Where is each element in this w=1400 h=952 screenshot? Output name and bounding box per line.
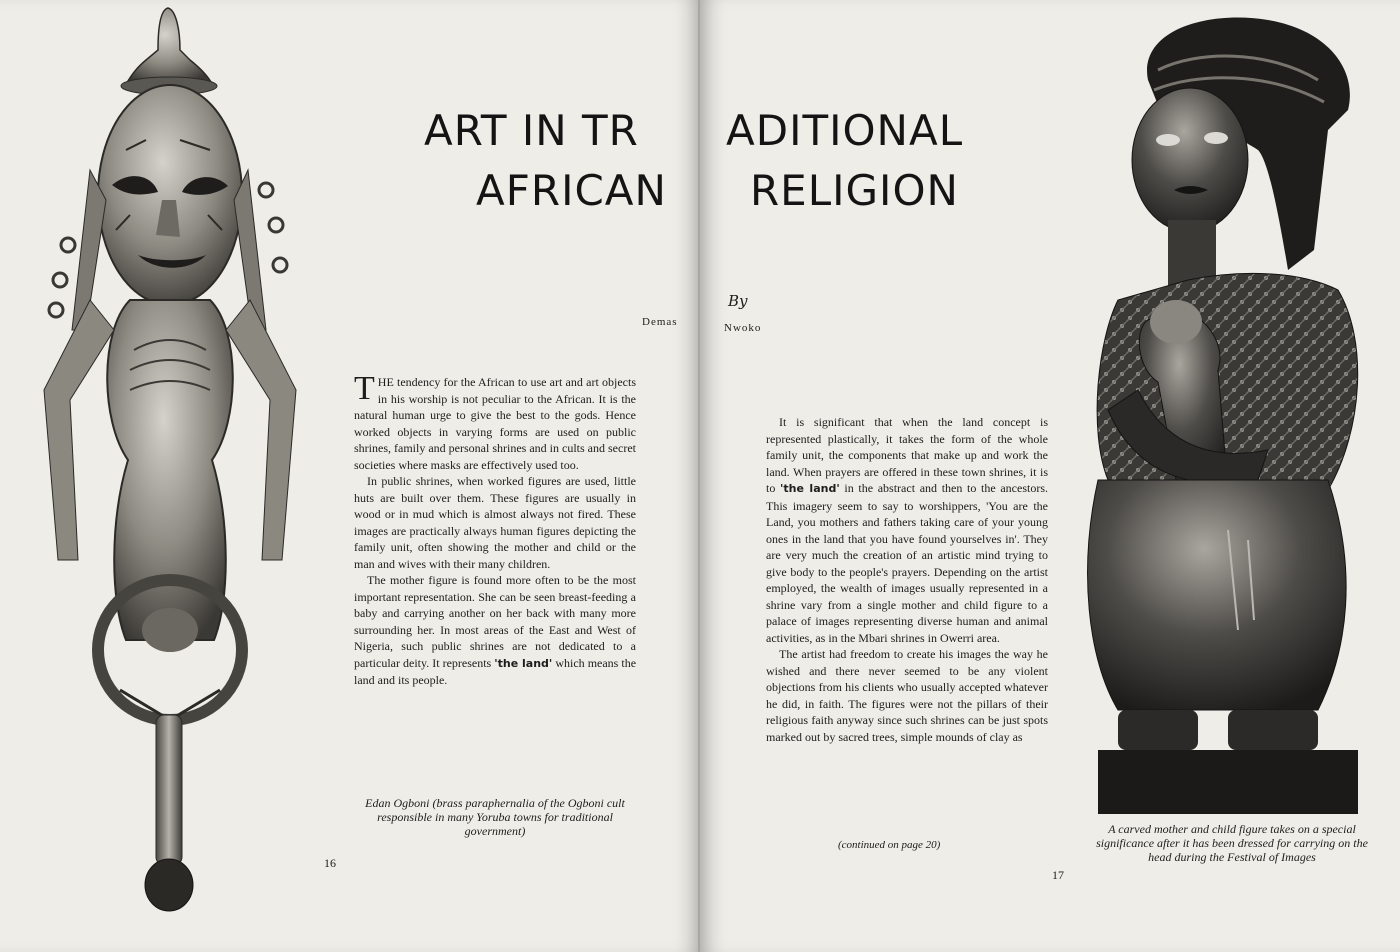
page-number-left: 16: [324, 856, 336, 870]
title-left-line1: ART IN TR: [424, 106, 639, 155]
left-photo-caption: Edan Ogboni (brass paraphernalia of the Ogboni cult responsible in many Yoruba towns for traditional government): [365, 796, 625, 838]
left-article-column: [354, 370, 637, 689]
byline-by: By: [728, 292, 748, 310]
edan-ogboni-photo: [30, 0, 310, 915]
paragraph-1: THE tendency for the African to use art and art objects in his worship is not peculiar to the African. It is the natural human urge to give the best to the gods. Hence worked objects in varying forms are used on public shrines, family and personal shrines and in cults and secret societies where masks are effectively used too.: [354, 370, 636, 472]
right-photo-caption: A carved mother and child figure takes on a special significance after it has been dressed for carrying on the head during the Festival of Images: [1096, 822, 1368, 864]
continued-note: (continued on page 20): [838, 839, 941, 851]
paragraph-5: The artist had freedom to create his images the way he wished and there never seemed to be any violent objections from his clients who usually accepted whatever he did, in faith. The figures were not the pillars of their religious faith anyway since such shrines can be just spots marked out by sacred trees, simple mounds of clay as: [766, 647, 1048, 744]
paragraph-4: It is significant that when the land concept is represented plastically, it takes the form of the whole family unit, the components that make up and work the land. When prayers are offered in these town shrines, it is to 'the land' in the abstract and then to the ancestors. This imagery seem to say to worshippers, 'You are the Land, you mothers and fathers taking care of your young ones in the land that you have found yourselves in'. They are very much the creation of an artistic mind trying to give body to the people's prayers. Depending on the artist employed, the wealth of images usually represented in a shrine vary from a single mother and child figure to a palace of images representing diverse human and animal activities, as in the Mbari shrines in Owerri area.: [766, 415, 1049, 645]
author-last-name: Nwoko: [724, 322, 762, 334]
paragraph-2: In public shrines, when worked figures are used, little huts are built over them. These figures are usually in wood or in mud which is almost always not fired. These images are practically always human figures depicting the family unit, often showing the mother and child or the man and wives with their many children.: [354, 474, 636, 571]
author-first-name: Demas: [642, 316, 678, 328]
title-left-line2: AFRICAN: [476, 166, 667, 215]
mother-child-figure-photo: [1078, 10, 1378, 822]
page-number-right: 17: [1052, 868, 1064, 882]
title-right-line1: ADITIONAL: [726, 106, 964, 155]
drop-cap: T: [354, 370, 375, 407]
title-right-line2: RELIGION: [750, 166, 959, 215]
right-article-column: [766, 414, 1048, 745]
paragraph-3: The mother figure is found more often to be the most important representation. She can be seen breast-feeding a baby and carrying another on her back with many more surrounding her. In most areas of the East and West of Nigeria, such public shrines are not dedicated to a particular deity. It represents 'the land' which means the land and its people.: [354, 573, 637, 687]
page-right: [700, 0, 1400, 952]
